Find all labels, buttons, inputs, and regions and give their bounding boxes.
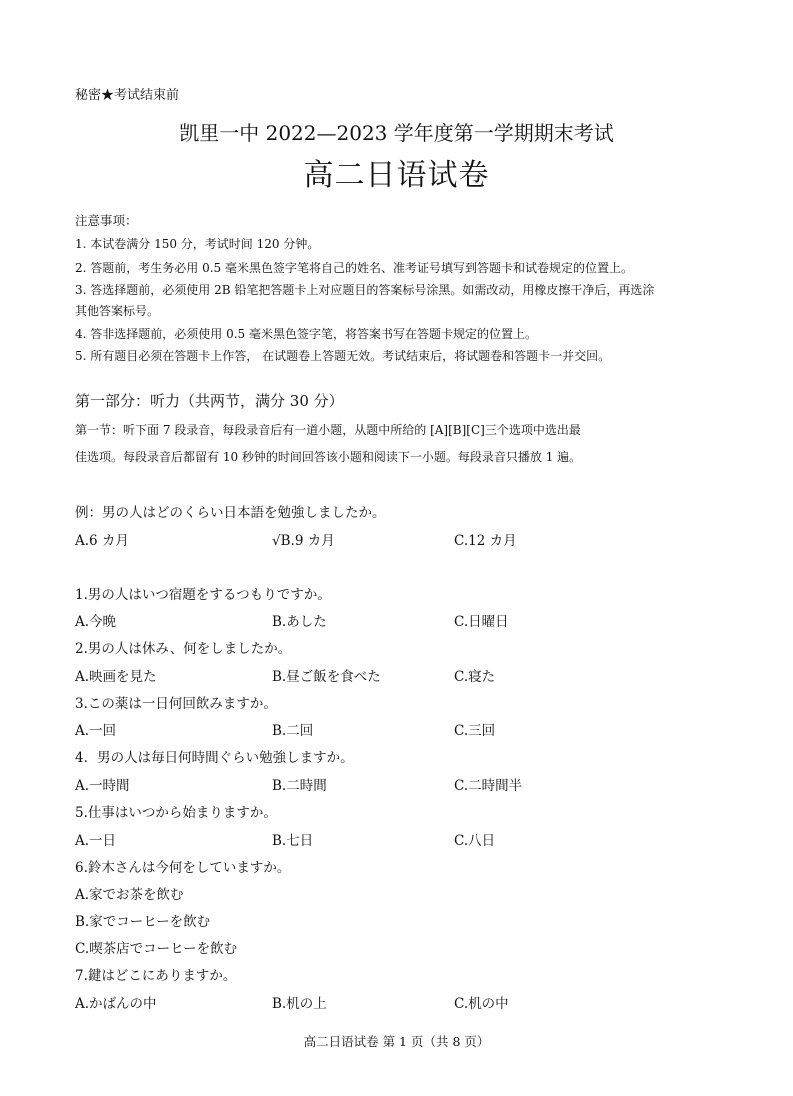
option-b: B.二時間 [272, 778, 327, 794]
notes-heading: 注意事项： [75, 213, 138, 228]
option-b: B.七日 [272, 833, 314, 849]
exam-title: 高二日语试卷 [303, 158, 490, 193]
question-1: 1.男の人はいつ宿題をするつもりですか。 [75, 587, 331, 603]
question-7: 7.鍵はどこにありますか。 [75, 968, 237, 984]
option-c: C.三回 [454, 723, 496, 739]
part-title: 第一部分：听力（共两节，满分 30 分） [75, 392, 344, 410]
option-a: A.今晩 [75, 614, 117, 630]
confidential-label: 秘密★考试结束前 [75, 88, 180, 103]
note-line: 5. 所有题目必须在答题卡上作答， 在试题卷上答题无效。考试结束后，将试题卷和答题卡一并交回。 [75, 349, 611, 363]
question-3: 3.この薬は一日何回飲みますか。 [75, 696, 277, 712]
page-footer: 高二日语试卷 第 1 页（共 8 页） [303, 1034, 490, 1049]
option-a: A.一回 [75, 723, 117, 739]
option-b: B.二回 [272, 723, 314, 739]
option-c: C.喫茶店でコーヒーを飲む [75, 941, 238, 957]
question-5: 5.仕事はいつから始まりますか。 [75, 805, 277, 821]
question-6: 6.鈴木さんは今何をしていますか。 [75, 860, 291, 876]
option-b: B.家でコーヒーを飲む [75, 914, 211, 930]
example-question: 例：男の人はどのくらい日本語を勉強しましたか。 [75, 505, 386, 521]
note-line: 其他答案标号。 [75, 304, 160, 318]
option-a: A.一日 [75, 833, 117, 849]
school-title: 凯里一中 2022—2023 学年度第一学期期末考试 [179, 121, 614, 145]
note-line: 4. 答非选择题前，必须使用 0.5 毫米黑色签字笔，将答案书写在答题卡规定的位置上。 [75, 327, 537, 341]
option-c: C.日曜日 [454, 614, 509, 630]
note-line: 2. 答题前，考生务必用 0.5 毫米黑色签字笔将自己的姓名、准考证号填写到答题卡和试卷规定的位置上。 [75, 261, 633, 275]
section-instruction: 第一节：听下面 7 段录音，每段录音后有一道小题，从题中所给的 [A][B][C]三个选项中选出最 [75, 423, 581, 437]
option-a: A.かばんの中 [75, 996, 157, 1012]
question-2: 2.男の人は休み、何をしましたか。 [75, 641, 292, 657]
option-c: C.二時間半 [454, 778, 523, 794]
note-line: 3. 答选择题前，必须使用 2B 铅笔把答题卡上对应题目的答案标号涂黑。如需改动，用橡皮擦干净后，再选涂 [75, 283, 655, 297]
note-line: 1. 本试卷满分 150 分，考试时间 120 分钟。 [75, 237, 320, 251]
option-a: A.家でお茶を飲む [75, 887, 184, 903]
option-b: B.昼ご飯を食べた [272, 669, 381, 685]
option-a: A.一時間 [75, 778, 130, 794]
option-c: C.八日 [454, 833, 496, 849]
example-option-b: √B.9 カ月 [272, 533, 335, 549]
option-b: B.あした [272, 614, 327, 630]
option-a: A.映画を見た [75, 669, 157, 685]
example-option-a: A.6 カ月 [75, 533, 129, 549]
section-instruction: 佳选项。每段录音后都留有 10 秒钟的时间回答该小题和阅读下一小题。每段录音只播放 1 遍。 [75, 450, 582, 464]
option-c: C.机の中 [454, 996, 509, 1012]
option-b: B.机の上 [272, 996, 327, 1012]
option-c: C.寝た [454, 669, 496, 685]
question-4: 4．男の人は毎日何時間ぐらい勉強しますか。 [75, 750, 354, 766]
example-option-c: C.12 カ月 [454, 533, 517, 549]
